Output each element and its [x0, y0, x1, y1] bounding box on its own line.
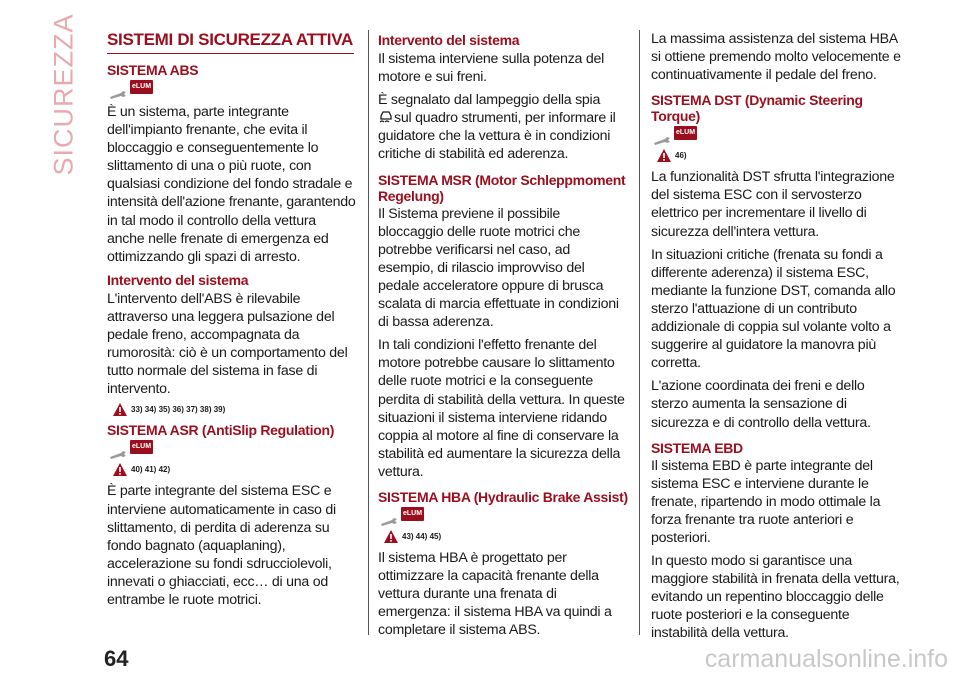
- msr-paragraph-1: Il Sistema previene il possibile bloccaggio delle ruote motrici che potrebbe verificarsi nel caso, ad esempio, di rilascio improvviso del pedale acceleratore oppure di brusca scalata di marcia effettuate in condizioni di bassa aderenza.: [378, 205, 619, 331]
- elum-marker: [109, 440, 357, 460]
- skidding-car-icon: [378, 110, 394, 124]
- ebd-heading: SISTEMA EBD: [651, 439, 743, 456]
- text-fragment: È segnalato dal lampeggio della spia: [378, 92, 601, 109]
- warning-triangle-icon: [384, 530, 398, 543]
- page-number: 64: [104, 646, 129, 671]
- abs-intervention-paragraph: L'intervento dell'ABS è rilevabile attraverso una leggera pulsazione del pedale freno, accompagnata da rumorosità: ciò è un comportamento del tutto normale del sistema in fase di intervento.: [107, 290, 348, 398]
- asr-paragraph: È parte integrante del sistema ESC e interviene automaticamente in caso di slittamento, di perdita di aderenza su fondo bagnato (aquaplaning), accelerazione su fondi sdrucciolevoli, innevati o ghiacciati, ecc… di una od entrambe le ruote motrici.: [107, 483, 336, 608]
- dst-paragraph-1: La funzionalità DST sfrutta l'integrazione del sistema ESC con il servosterzo elettrico per incrementare il livello di sicurezza dell'intera vettura.: [651, 169, 895, 240]
- warning-refs-text: 33) 34) 35) 36) 37) 38) 39): [131, 405, 226, 415]
- abs-subheading: Intervento del sistema: [107, 271, 249, 288]
- wrench-icon: [653, 136, 671, 146]
- wrench-icon: [109, 90, 127, 100]
- elum-marker: [380, 507, 628, 527]
- warning-refs: [113, 463, 357, 476]
- dst-paragraph-3: L'azione coordinata dei freni e dello sterzo aumenta la sensazione di sicurezza e di controllo della vettura.: [651, 378, 871, 431]
- wrench-icon: [380, 517, 398, 527]
- dst-paragraph-2: In situazioni critiche (frenata su fondi a differente aderenza) il sistema ESC, mediante la funzione DST, comanda allo sterzo l'attuazione di un contributo addizionale di coppia sul volante volto a suggerire al guidatore la manovra più corretta.: [651, 246, 896, 372]
- ebd-paragraph-1: Il sistema EBD è parte integrante del sistema ESC e interviene durante le frenate, ripartendo in modo ottimale la forza frenante tra ruote anteriori e posteriori.: [651, 457, 881, 546]
- section-tab: [44, 12, 84, 176]
- abs-heading: SISTEMA ABS: [107, 62, 199, 78]
- abs-paragraph: È un sistema, parte integrante dell'impianto frenante, che evita il bloccaggio e conseguentemente lo slittamento di una o più ruote, con qualsiasi condizione del fondo stradale e intensità dell'azione frenante, garantendo in tal modo il controllo della vettura anche nelle frenate di emergenza ed ottimizzando gli spazi di arresto.: [107, 104, 356, 265]
- watermark: carmanualsonline.info: [704, 645, 948, 673]
- warning-refs-text: 40) 41) 42): [131, 465, 171, 475]
- msr-heading: SISTEMA MSR (Motor Schleppmoment Regelung): [378, 171, 626, 204]
- asr-heading: SISTEMA ASR (AntiSlip Regulation): [107, 422, 335, 439]
- warning-triangle-icon: [113, 403, 127, 416]
- elum-badge: eLUM: [130, 440, 153, 454]
- elum-marker: [653, 126, 901, 146]
- elum-badge: eLUM: [130, 80, 153, 94]
- elum-marker: [109, 80, 357, 100]
- asr-warning-light-paragraph: [378, 91, 628, 163]
- elum-badge: eLUM: [674, 126, 697, 140]
- dst-heading: SISTEMA DST (Dynamic Steering Torque): [651, 92, 863, 125]
- warning-refs: [657, 149, 901, 162]
- column-3: [651, 30, 901, 648]
- warning-triangle-icon: [657, 149, 671, 162]
- column-divider: [368, 30, 369, 635]
- column-2: [378, 30, 628, 644]
- hba-heading: SISTEMA HBA (Hydraulic Brake Assist): [378, 488, 628, 505]
- text-fragment: sul quadro strumenti, per informare il guidatore che la vettura è in condizioni critiche di stabilità ed aderenza.: [378, 110, 616, 163]
- column-1: [107, 30, 357, 614]
- hba-paragraph: Il sistema HBA è progettato per ottimizzare la capacità frenante della vettura durante una frenata di emergenza: il sistema HBA va quindi a completare il sistema ABS.: [378, 549, 612, 639]
- msr-paragraph-2: In tali condizioni l'effetto frenante del motore potrebbe causare lo slittamento delle ruote motrici e la conseguente perdita di stabilità della vettura. In queste situazioni il sistema interviene ridando coppia al motore al fine di conservare la stabilità ed aumentare la sicurezza della vettura.: [378, 337, 625, 480]
- page-title: SISTEMI DI SICUREZZA ATTIVA: [107, 30, 354, 54]
- warning-refs: [113, 403, 357, 416]
- asr-intervention-paragraph: Il sistema interviene sulla potenza del motore e sui freni.: [378, 51, 605, 86]
- warning-triangle-icon: [113, 463, 127, 476]
- column-divider: [639, 30, 640, 635]
- warning-refs-text: 43) 44) 45): [402, 531, 442, 541]
- asr-subheading: Intervento del sistema: [378, 32, 520, 48]
- section-tab-label: SICUREZZA: [48, 12, 79, 176]
- warning-refs-text: 46): [675, 151, 687, 161]
- wrench-icon: [109, 450, 127, 460]
- hba-continuation-paragraph: La massima assistenza del sistema HBA si ottiene premendo molto velocemente e continuativamente il pedale del freno.: [651, 31, 901, 84]
- elum-badge: eLUM: [401, 507, 424, 521]
- warning-refs: [384, 530, 628, 543]
- ebd-paragraph-2: In questo modo si garantisce una maggiore stabilità in frenata della vettura, evitando un repentino bloccaggio delle ruote posteriori e la conseguente instabilità della vettura.: [651, 553, 900, 642]
